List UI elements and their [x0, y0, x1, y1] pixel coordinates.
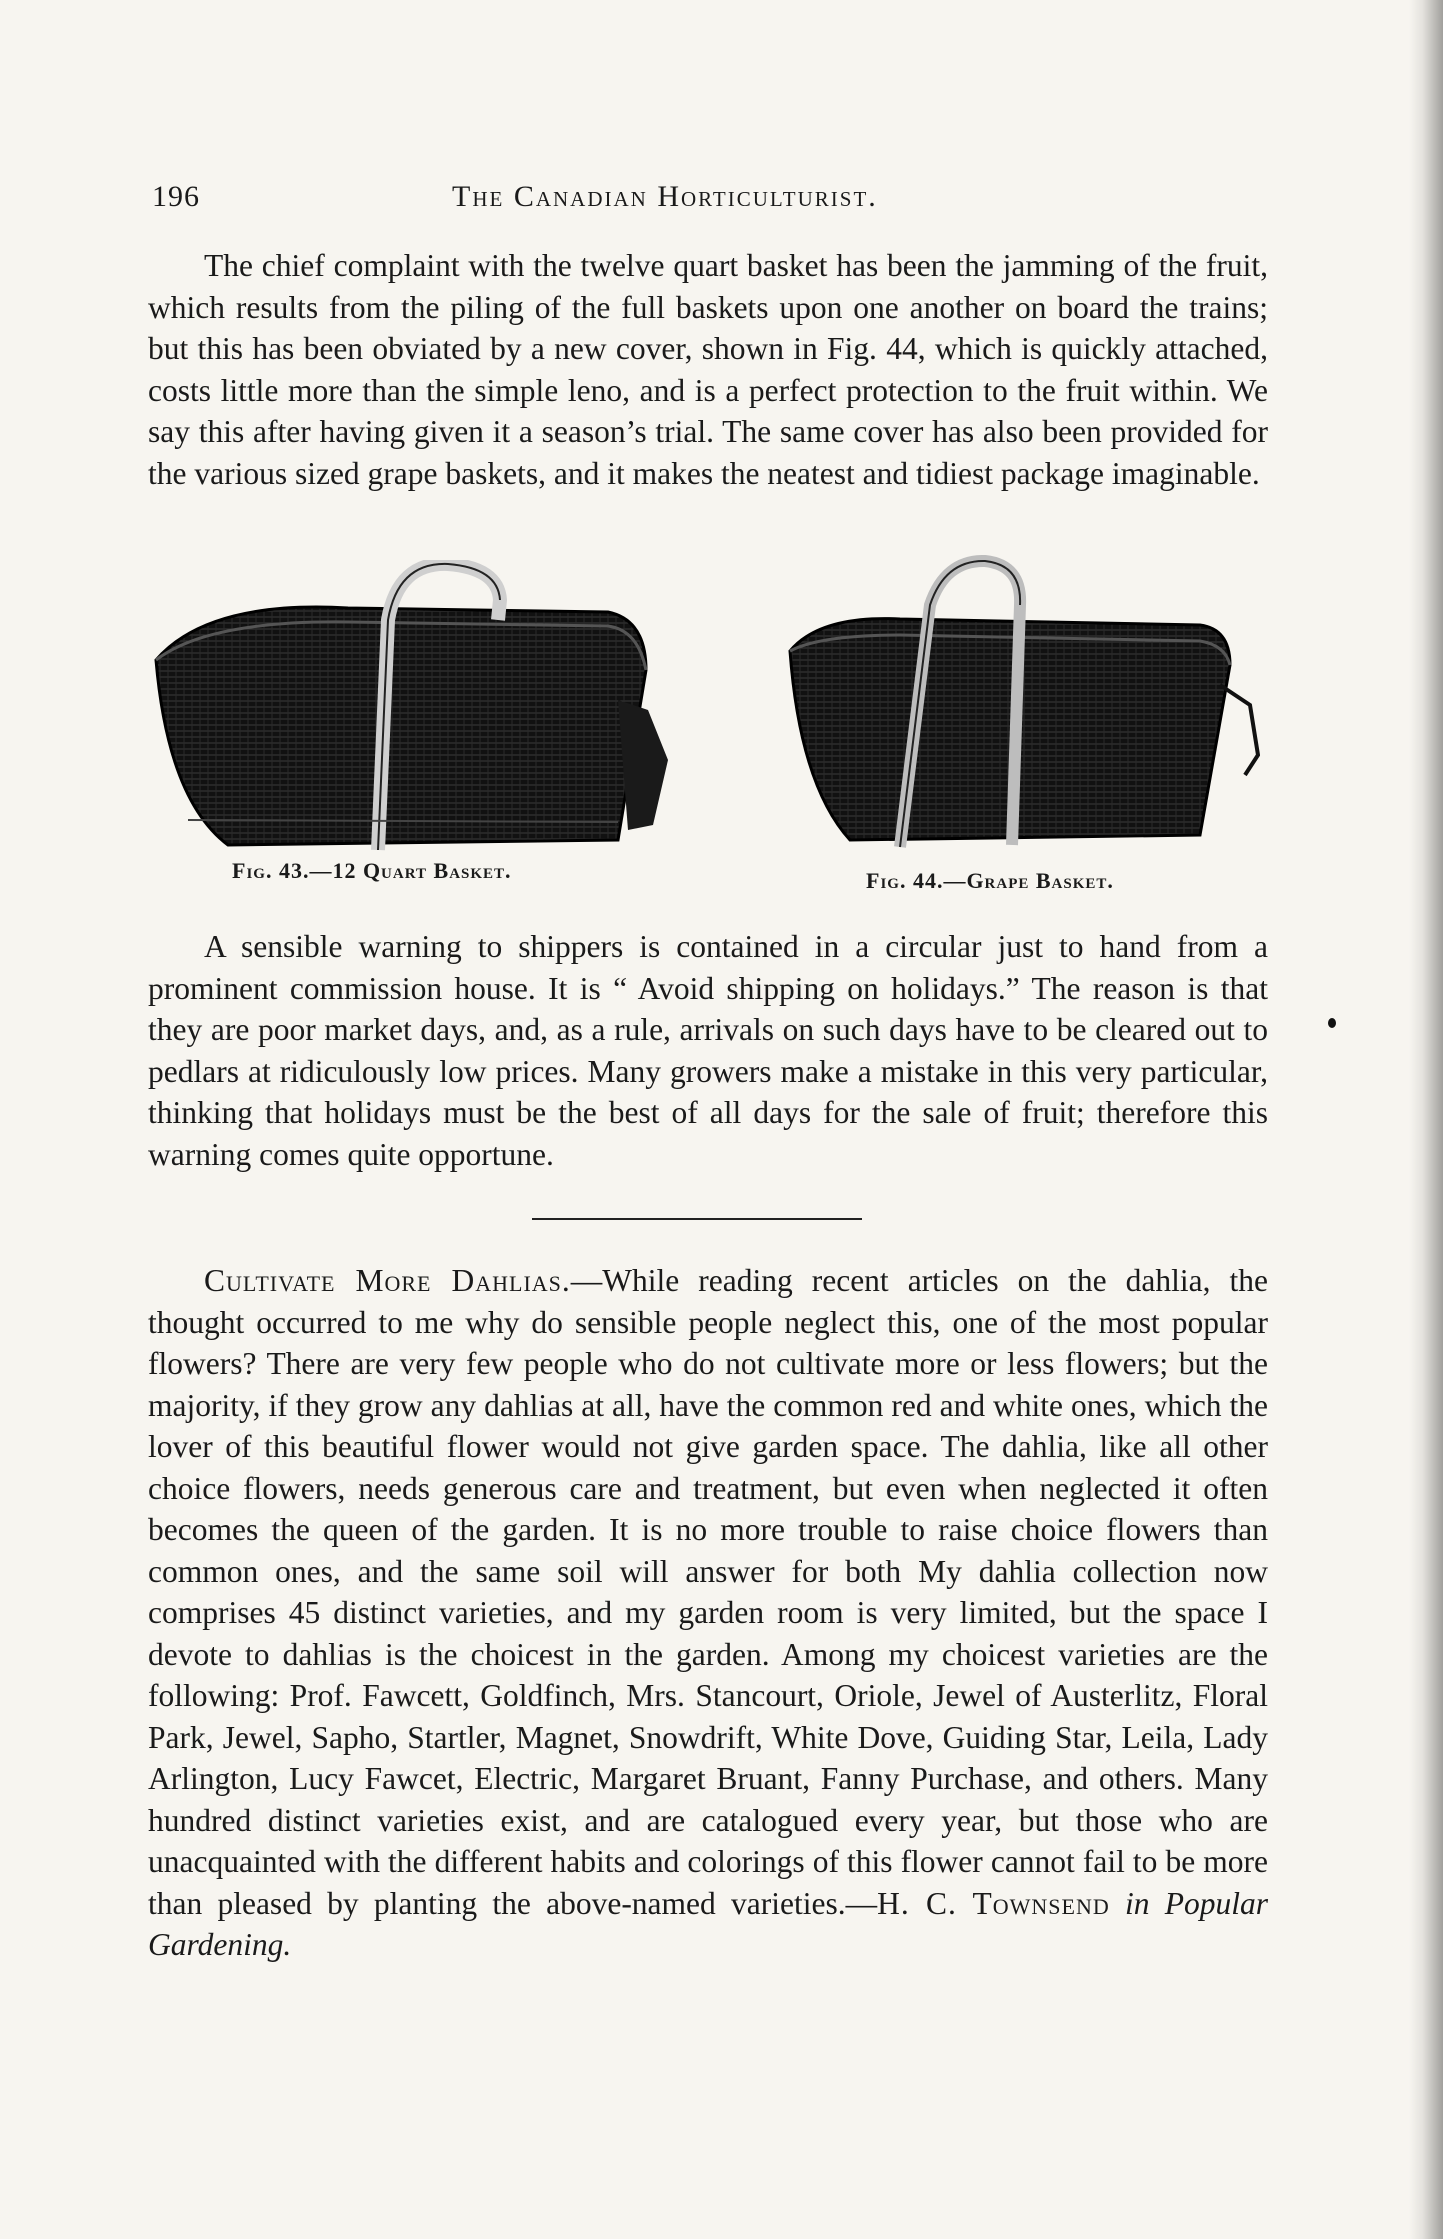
paragraph-baskets: [148, 245, 1268, 494]
article-dahlias: [148, 1260, 1268, 1966]
fig43-caption: Fig. 43.—12 Quart Basket.: [232, 858, 512, 883]
running-title: The Canadian Horticulturist.: [452, 180, 878, 213]
fig44-grape-basket-illustration: [780, 555, 1260, 855]
article-source-prefix: in: [1125, 1885, 1150, 1921]
article-author: H. C. Townsend: [877, 1885, 1110, 1921]
paragraph-shipping-warning: [148, 926, 1268, 1175]
paragraph-shipping-warning-text: A sensible warning to shippers is contained in a circular just to hand from a prominent commission house. It is “ Avoid shipping on holidays.” The reason is that they are poor market days, and, as a rule, arrivals on such days have to be cleared out to pedlars at ridiculously low prices. Many growers make a mistake in this very particular, thinking that holidays must be the best of all days for the sale of fruit; therefore this warning comes quite opportune.: [148, 929, 1268, 1172]
paragraph-baskets-text: The chief complaint with the twelve quart basket has been the jamming of the fruit, which results from the piling of the full baskets upon one another on board the trains; but this has been obviated by a new cover, shown in Fig. 44, which is quickly attached, costs little more than the simple leno, and is a perfect protection to the fruit within. We say this after having given it a season’s trial. The same cover has also been provided for the various sized grape baskets, and it makes the neatest and tidiest package imaginable.: [148, 248, 1268, 491]
margin-speck: [1328, 1018, 1336, 1028]
page-header: [152, 180, 1272, 228]
article-lead: Cultivate More Dahlias.: [204, 1263, 571, 1298]
article-body: —While reading recent articles on the dahlia, the thought occurred to me why do sensible people neglect this, one of the most popular flowers? There are very few people who do not cultivate more or less flowers; but the majority, if they grow any dahlias at all, have the common red and white ones, which the lover of this beautiful flower would not give garden space. The dahlia, like all other choice flowers, needs generous care and treatment, but even when neglected it often becomes the queen of the garden. It is no more trouble to raise choice flowers than common ones, and the same soil will answer for both My dahlia collection now comprises 45 distinct varieties, and my garden room is very limited, but the space I devote to dahlias is the choicest in the garden. Among my choicest varieties are the following: Prof. Fawcett, Goldfinch, Mrs. Stancourt, Oriole, Jewel of Austerlitz, Floral Park, Jewel, Sapho, Startler, Magnet, Snowdrift, White Dove, Guiding Star, Leila, Lady Arlington, Lucy Fawcet, Electric, Margaret Bruant, Fanny Purchase, and others. Many hundred distinct varieties exist, and are catalogued every year, but those who are unacquainted with the different habits and colorings of this flower cannot fail to be more than pleased by planting the above-named varieties.—: [148, 1263, 1269, 1921]
page-edge-shadow: [1409, 0, 1443, 2239]
page-number: 196: [152, 180, 200, 213]
fig43-quart-basket-illustration: [148, 560, 688, 852]
fig44-caption: Fig. 44.—Grape Basket.: [866, 868, 1114, 893]
article-source: Popular Gardening.: [148, 1885, 1269, 1962]
section-divider: [532, 1218, 862, 1220]
